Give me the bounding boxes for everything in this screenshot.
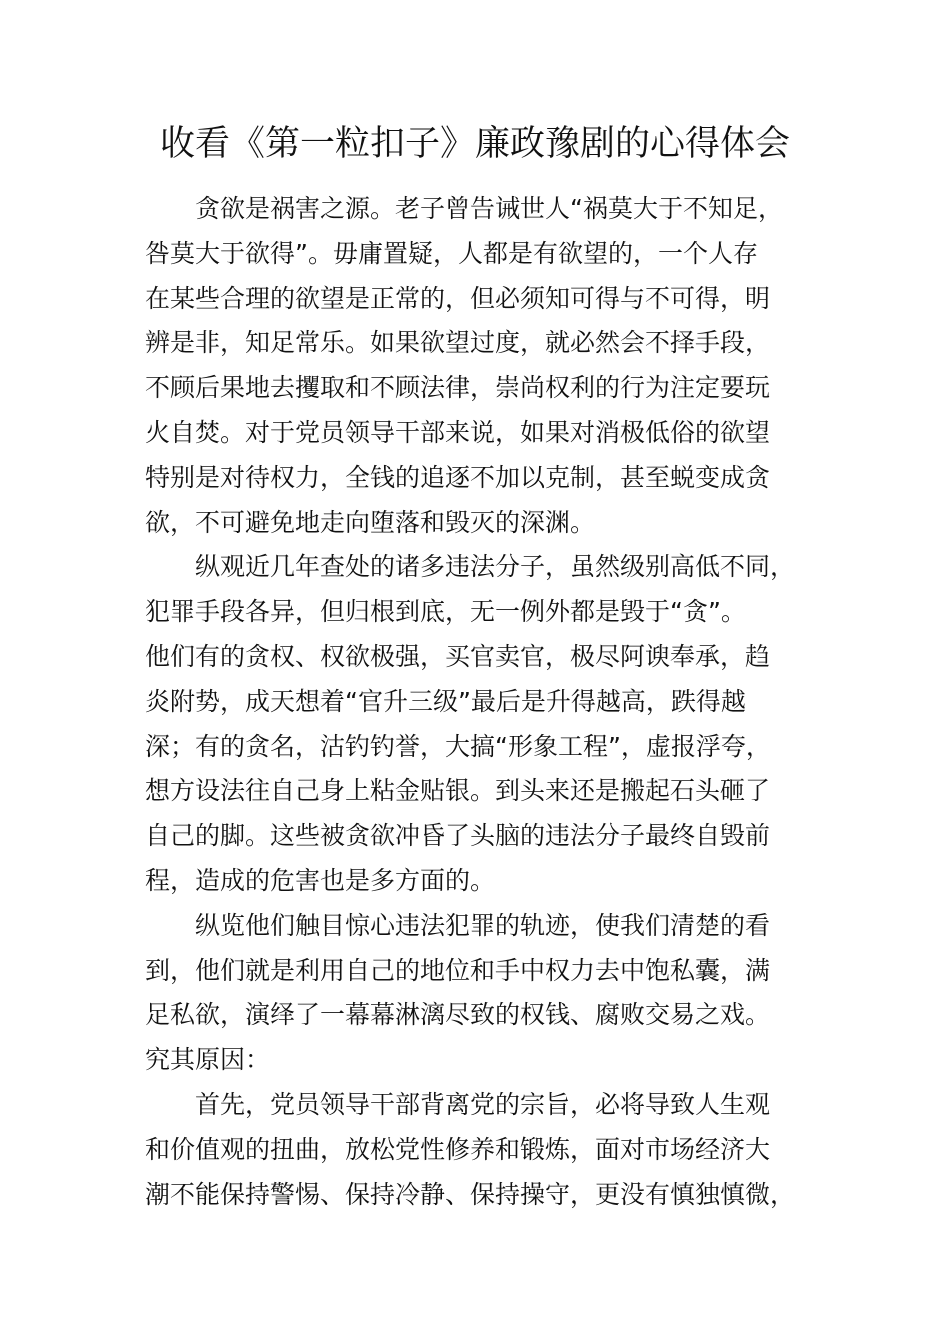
text-line: 到，他们就是利用自己的地位和手中权力去中饱私囊，满 <box>145 955 771 985</box>
paragraph-4 <box>145 1083 815 1217</box>
text-line: 不顾后果地去攫取和不顾法律，崇尚权利的行为注定要玩 <box>145 373 771 403</box>
text-line: 究其原因： <box>145 1045 271 1075</box>
document-body <box>145 187 815 1217</box>
text-line: 火自焚。对于党员领导干部来说，如果对消极低俗的欲望 <box>145 417 771 447</box>
text-line: 他们有的贪权、权欲极强，买官卖官，极尽阿谀奉承，趋 <box>145 641 771 671</box>
text-line: 咎莫大于欲得”。毋庸置疑，人都是有欲望的，一个人存 <box>145 238 758 268</box>
text-line: 炎附势，成天想着“官升三级”最后是升得越高，跌得越 <box>145 686 746 716</box>
text-line: 足私欲，演绎了一幕幕淋漓尽致的权钱、腐败交易之戏。 <box>145 1000 771 1030</box>
document-title: 收看《第一粒扣子》廉政豫剧的心得体会 <box>159 124 790 164</box>
text-line: 纵观近几年查处的诸多违法分子，虽然级别高低不同， <box>195 552 796 582</box>
text-line: 特别是对待权力，全钱的追逐不加以克制，甚至蜕变成贪 <box>145 462 771 492</box>
text-line: 深；有的贪名，沽钓钓誉，大搞“形象工程”，虚报浮夸， <box>145 731 771 761</box>
text-line: 欲，不可避免地走向堕落和毁灭的深渊。 <box>145 507 596 537</box>
text-line: 首先，党员领导干部背离党的宗旨，必将导致人生观 <box>195 1089 771 1119</box>
paragraph-1 <box>145 187 815 545</box>
text-line: 潮不能保持警惕、保持冷静、保持操守，更没有慎独慎微， <box>145 1179 796 1209</box>
paragraph-2 <box>145 545 815 903</box>
text-line: 贪欲是祸害之源。老子曾告诫世人“祸莫大于不知足， <box>195 194 783 223</box>
text-line: 自己的脚。这些被贪欲冲昏了头脑的违法分子最终自毁前 <box>145 821 771 851</box>
text-line: 犯罪手段各异，但归根到底，无一例外都是毁于“贪”。 <box>145 597 746 627</box>
text-line: 辨是非，知足常乐。如果欲望过度，就必然会不择手段， <box>145 328 771 358</box>
text-line: 在某些合理的欲望是正常的，但必须知可得与不可得，明 <box>145 283 771 313</box>
paragraph-3 <box>145 904 815 1083</box>
text-line: 想方设法往自己身上粘金贴银。到头来还是搬起石头砸了 <box>145 776 771 806</box>
text-line: 程，造成的危害也是多方面的。 <box>145 865 496 895</box>
text-line: 和价值观的扭曲，放松党性修养和锻炼，面对市场经济大 <box>145 1134 771 1164</box>
text-line: 纵览他们触目惊心违法犯罪的轨迹，使我们清楚的看 <box>195 910 771 940</box>
